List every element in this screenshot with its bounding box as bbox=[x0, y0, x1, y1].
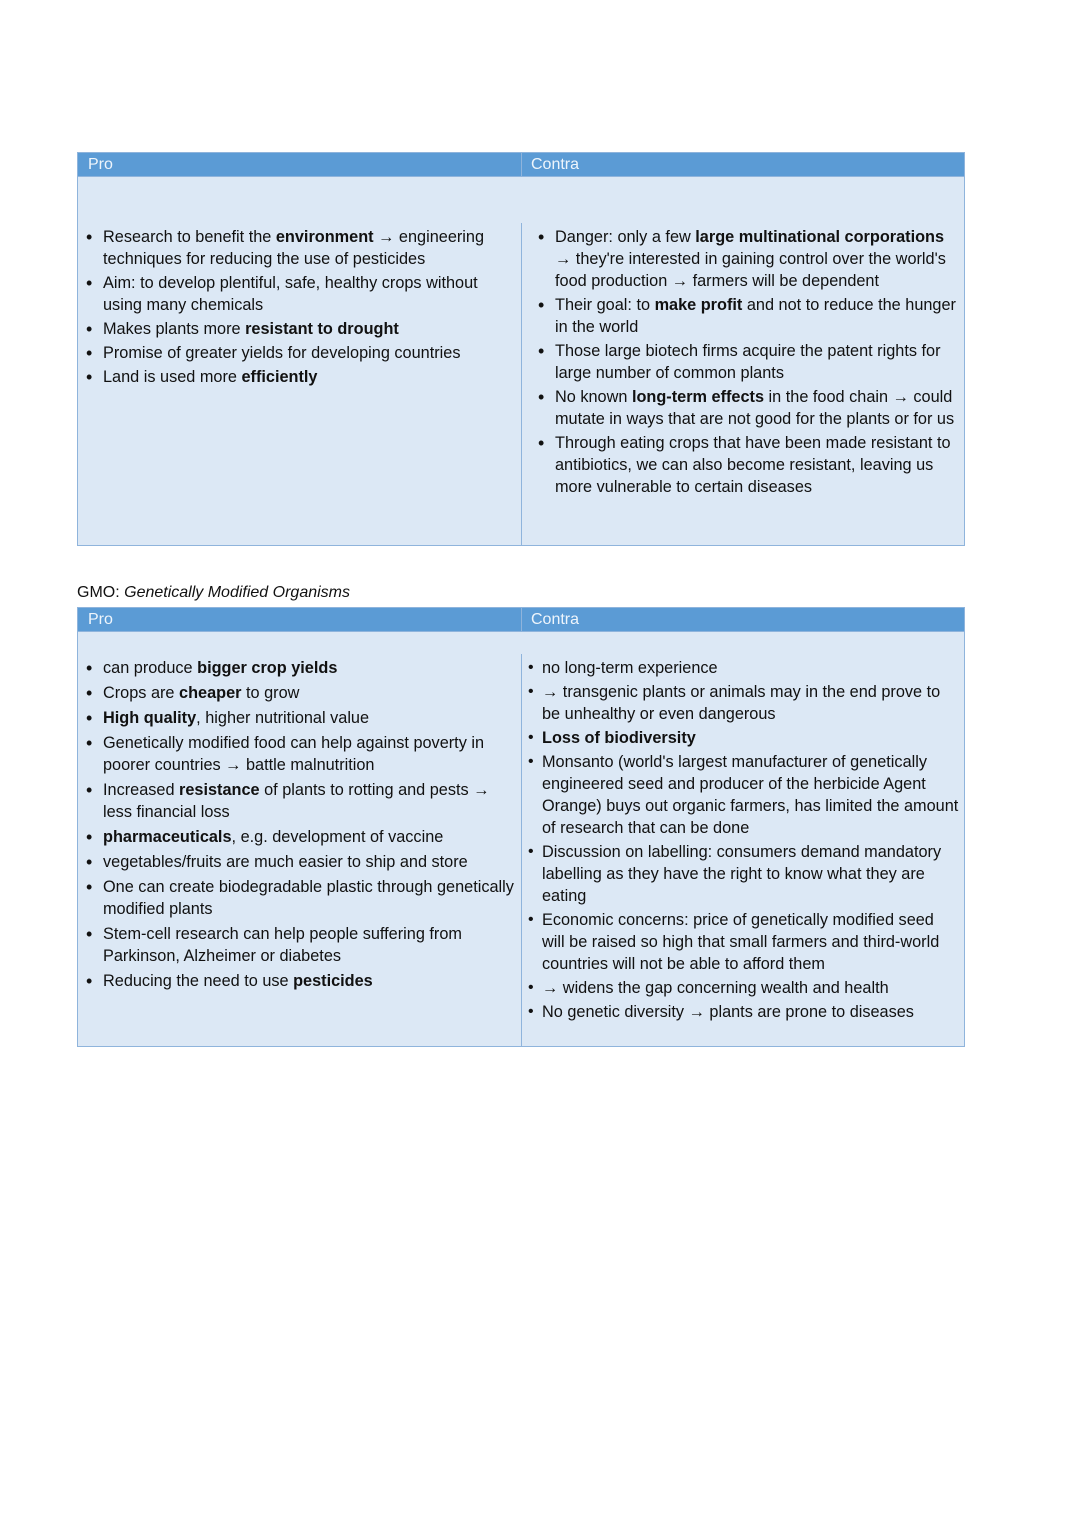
pro-cell bbox=[78, 654, 521, 1047]
bold-text: resistance bbox=[179, 780, 260, 799]
bold-text: resistant to drought bbox=[245, 319, 399, 338]
contra-cell bbox=[521, 223, 964, 546]
bold-text: pharmaceuticals bbox=[103, 827, 232, 846]
text-segment: Increased bbox=[103, 780, 180, 799]
list-item bbox=[82, 876, 517, 920]
list-item bbox=[82, 342, 517, 364]
list-item bbox=[526, 657, 960, 679]
pro-list bbox=[82, 657, 517, 992]
text-segment: Their goal: to bbox=[555, 295, 655, 314]
text-segment: , higher nutritional value bbox=[196, 708, 370, 727]
text-segment: of plants to rotting and pests → less financial loss bbox=[103, 780, 490, 821]
pro-header: Pro bbox=[78, 153, 521, 177]
list-item bbox=[82, 682, 517, 704]
bold-text: efficiently bbox=[241, 367, 318, 386]
text-segment: → engineering techniques for reducing the use of pesticides bbox=[103, 227, 485, 268]
contra-list bbox=[526, 226, 960, 498]
pro-cell bbox=[78, 223, 521, 546]
contra-cell bbox=[521, 654, 964, 1047]
text-segment: Monsanto (world's largest manufacturer of genetically engineered seed and producer of the herbicide Agent Orange) buys out organic farmers, has limited the amount of research that can be done bbox=[542, 752, 959, 837]
text-segment: Makes plants more bbox=[103, 319, 246, 338]
list-item bbox=[526, 841, 960, 907]
text-segment: No known bbox=[555, 387, 632, 406]
bold-text: make profit bbox=[654, 295, 743, 314]
pro-header: Pro bbox=[78, 608, 521, 632]
text-segment: Through eating crops that have been made resistant to antibiotics, we can also become resistant, leaving us more vulnerable to certain diseases bbox=[555, 433, 951, 496]
list-item bbox=[526, 226, 960, 292]
text-segment: to grow bbox=[241, 683, 300, 702]
list-item bbox=[82, 826, 517, 848]
text-segment: vegetables/fruits are much easier to ship and store bbox=[103, 852, 468, 871]
list-item bbox=[82, 923, 517, 967]
bold-text: High quality bbox=[103, 708, 197, 727]
contra-header: Contra bbox=[521, 153, 964, 177]
list-item bbox=[526, 432, 960, 498]
text-segment: No genetic diversity → plants are prone to diseases bbox=[542, 1002, 914, 1021]
text-segment: Those large biotech firms acquire the patent rights for large number of common plants bbox=[555, 341, 941, 382]
text-segment: Reducing the need to use bbox=[103, 971, 294, 990]
text-segment: and not to reduce the hunger in the world bbox=[555, 295, 956, 336]
list-item bbox=[526, 681, 960, 725]
list-item bbox=[526, 340, 960, 384]
list-item bbox=[82, 366, 517, 388]
text-segment: Promise of greater yields for developing countries bbox=[103, 343, 461, 362]
text-segment: Stem-cell research can help people suffering from Parkinson, Alzheimer or diabetes bbox=[103, 924, 462, 965]
pro-contra-table-2 bbox=[77, 607, 965, 1047]
contra-list bbox=[526, 657, 960, 1023]
text-segment: One can create biodegradable plastic through genetically modified plants bbox=[103, 877, 514, 918]
list-item bbox=[82, 732, 517, 776]
contra-header: Contra bbox=[521, 608, 964, 632]
text-segment: in the food chain → could mutate in ways that are not good for the plants or for us bbox=[555, 387, 955, 428]
caption-text: Genetically Modified Organisms bbox=[124, 584, 350, 601]
pro-contra-table-1 bbox=[77, 152, 965, 546]
list-item bbox=[82, 657, 517, 679]
text-segment: no long-term experience bbox=[542, 658, 718, 677]
text-segment: Danger: only a few bbox=[555, 227, 696, 246]
list-item bbox=[82, 318, 517, 340]
list-item bbox=[82, 272, 517, 316]
list-item bbox=[526, 294, 960, 338]
list-item bbox=[82, 226, 517, 270]
list-item bbox=[526, 909, 960, 975]
text-segment: Discussion on labelling: consumers demand mandatory labelling as they have the right to know what they are eating bbox=[542, 842, 942, 905]
bold-text: large multinational corporations bbox=[695, 227, 945, 246]
text-segment: Genetically modified food can help against poverty in poorer countries → battle malnutrition bbox=[103, 733, 485, 774]
text-segment: Aim: to develop plentiful, safe, healthy crops without using many chemicals bbox=[103, 273, 478, 314]
bold-text: environment bbox=[275, 227, 374, 246]
text-segment: → transgenic plants or animals may in the end prove to be unhealthy or even dangerous bbox=[542, 682, 941, 723]
text-segment: Economic concerns: price of genetically modified seed will be raised so high that small farmers and third-world countries will not be able to afford them bbox=[542, 910, 940, 973]
text-segment: Land is used more bbox=[103, 367, 242, 386]
caption-prefix: GMO: bbox=[77, 584, 120, 601]
list-item bbox=[526, 977, 960, 999]
bold-text: long-term effects bbox=[631, 387, 765, 406]
text-segment: Crops are bbox=[103, 683, 180, 702]
list-item bbox=[82, 779, 517, 823]
text-segment: Research to benefit the bbox=[103, 227, 276, 246]
list-item bbox=[526, 727, 960, 749]
list-item bbox=[526, 751, 960, 839]
text-segment: , e.g. development of vaccine bbox=[231, 827, 444, 846]
list-item bbox=[526, 1001, 960, 1023]
table-caption bbox=[77, 584, 350, 602]
list-item bbox=[82, 970, 517, 992]
list-item bbox=[82, 707, 517, 729]
bold-text: bigger crop yields bbox=[197, 658, 338, 677]
pro-list bbox=[82, 226, 517, 388]
text-segment: can produce bbox=[103, 658, 198, 677]
list-item bbox=[82, 851, 517, 873]
text-segment: → widens the gap concerning wealth and health bbox=[542, 978, 889, 997]
bold-text: pesticides bbox=[293, 971, 373, 990]
list-item bbox=[526, 386, 960, 430]
bold-text: Loss of biodiversity bbox=[542, 728, 696, 747]
text-segment: → they're interested in gaining control over the world's food production → farmers will be dependent bbox=[555, 249, 946, 290]
bold-text: cheaper bbox=[179, 683, 242, 702]
